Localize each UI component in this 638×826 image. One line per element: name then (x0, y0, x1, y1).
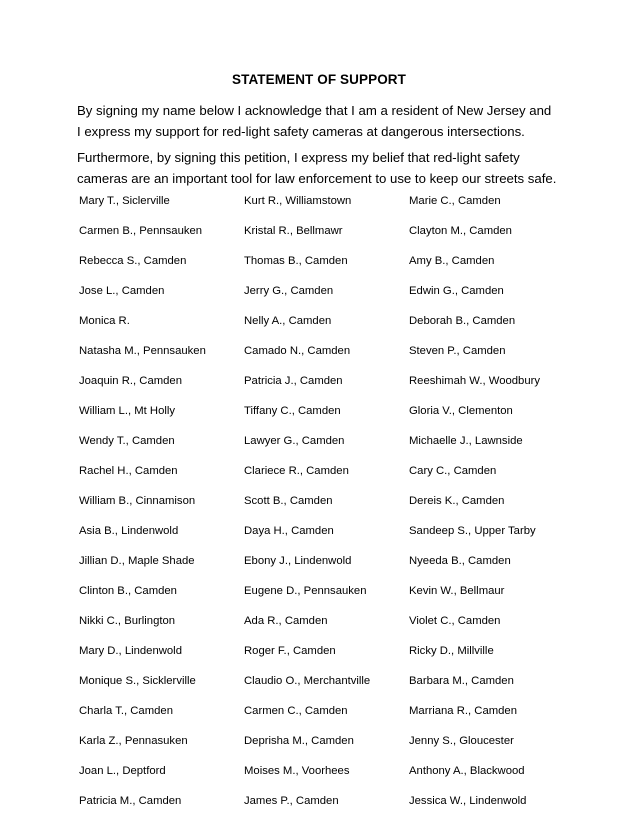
signature-entry: Dereis K., Camden (409, 495, 505, 507)
signature-entry: Reeshimah W., Woodbury (409, 375, 541, 387)
signature-row (79, 522, 559, 552)
signature-entry: Michaelle J., Lawnside (409, 435, 523, 447)
signature-entry: Wendy T., Camden (79, 435, 175, 447)
signature-entry: Ada R., Camden (244, 615, 328, 627)
signature-entry: Marie C., Camden (409, 195, 501, 207)
signature-row (79, 672, 559, 702)
signature-entry: Monique S., Sicklerville (79, 675, 196, 687)
signature-entry: Clinton B., Camden (79, 585, 177, 597)
signature-row (79, 222, 559, 252)
signature-entry: Scott B., Camden (244, 495, 333, 507)
signature-entry: Karla Z., Pennasuken (79, 735, 188, 747)
signature-row (79, 432, 559, 462)
signature-entry: Jerry G., Camden (244, 285, 334, 297)
signature-entry: Marriana R., Camden (409, 705, 517, 717)
signature-row (79, 492, 559, 522)
signature-row (79, 732, 559, 762)
signature-entry: Camado N., Camden (244, 345, 351, 357)
signature-row (79, 342, 559, 372)
signature-entry: William B., Cinnamison (79, 495, 196, 507)
signature-entry: Mary T., Siclerville (79, 195, 170, 207)
signature-entry: Deprisha M., Camden (244, 735, 354, 747)
signature-entry: Clariece R., Camden (244, 465, 349, 477)
signature-entry: Asia B., Lindenwold (79, 525, 179, 537)
signature-entry: Rebecca S., Camden (79, 255, 187, 267)
signature-entry: Ricky D., Millville (409, 645, 494, 657)
signature-entry: Thomas B., Camden (244, 255, 348, 267)
signature-entry: Rachel H., Camden (79, 465, 178, 477)
signature-entry: Jillian D., Maple Shade (79, 555, 195, 567)
signature-entry: Carmen B., Pennsauken (79, 225, 203, 237)
signature-entry: Gloria V., Clementon (409, 405, 513, 417)
signature-row (79, 372, 559, 402)
signature-entry: William L., Mt Holly (79, 405, 176, 417)
signature-entry: Claudio O., Merchantville (244, 675, 371, 687)
signature-list (79, 192, 559, 822)
signature-row (79, 582, 559, 612)
signature-entry: Anthony A., Blackwood (409, 765, 525, 777)
signature-entry: Jenny S., Gloucester (409, 735, 514, 747)
signature-entry: Clayton M., Camden (409, 225, 512, 237)
signature-row (79, 762, 559, 792)
signature-entry: Sandeep S., Upper Tarby (409, 525, 536, 537)
signature-entry: Lawyer G., Camden (244, 435, 345, 447)
document-title: STATEMENT OF SUPPORT (232, 72, 406, 87)
signature-row (79, 642, 559, 672)
signature-entry: Cary C., Camden (409, 465, 497, 477)
signature-row (79, 192, 559, 222)
signature-row (79, 612, 559, 642)
signature-entry: Moises M., Voorhees (244, 765, 350, 777)
signature-entry: Jose L., Camden (79, 285, 165, 297)
signature-entry: James P., Camden (244, 795, 339, 807)
signature-row (79, 792, 559, 822)
acknowledgement-paragraph: By signing my name below I acknowledge that I am a resident of New Jersey and I express my support for red-light safety cameras at dangerous intersections. (77, 103, 552, 139)
signature-entry: Daya H., Camden (244, 525, 334, 537)
signature-entry: Nelly A., Camden (244, 315, 332, 327)
signature-entry: Patricia J., Camden (244, 375, 343, 387)
signature-row (79, 552, 559, 582)
signature-row (79, 462, 559, 492)
belief-paragraph: Furthermore, by signing this petition, I express my belief that red-light safety cameras are an important tool for law enforcement to use to keep our streets safe. (77, 150, 557, 186)
signature-row (79, 402, 559, 432)
signature-entry: Edwin G., Camden (409, 285, 504, 297)
signature-entry: Barbara M., Camden (409, 675, 514, 687)
signature-entry: Nyeeda B., Camden (409, 555, 511, 567)
signature-entry: Steven P., Camden (409, 345, 506, 357)
signature-row (79, 312, 559, 342)
signature-entry: Eugene D., Pennsauken (244, 585, 367, 597)
signature-entry: Kevin W., Bellmaur (409, 585, 505, 597)
signature-entry: Tiffany C., Camden (244, 405, 341, 417)
signature-entry: Joaquin R., Camden (79, 375, 182, 387)
signature-entry: Monica R. (79, 315, 130, 327)
signature-entry: Mary D., Lindenwold (79, 645, 182, 657)
signature-entry: Roger F., Camden (244, 645, 336, 657)
signature-entry: Natasha M., Pennsauken (79, 345, 206, 357)
signature-entry: Jessica W., Lindenwold (409, 795, 527, 807)
signature-entry: Patricia M., Camden (79, 795, 182, 807)
signature-entry: Ebony J., Lindenwold (244, 555, 352, 567)
signature-entry: Kristal R., Bellmawr (244, 225, 343, 237)
signature-row (79, 702, 559, 732)
signature-entry: Charla T., Camden (79, 705, 173, 717)
signature-entry: Amy B., Camden (409, 255, 495, 267)
signature-row (79, 252, 559, 282)
signature-entry: Kurt R., Williamstown (244, 195, 352, 207)
signature-row (79, 282, 559, 312)
signature-entry: Carmen C., Camden (244, 705, 348, 717)
signature-entry: Nikki C., Burlington (79, 615, 176, 627)
signature-entry: Deborah B., Camden (409, 315, 516, 327)
signature-entry: Violet C., Camden (409, 615, 501, 627)
signature-entry: Joan L., Deptford (79, 765, 166, 777)
